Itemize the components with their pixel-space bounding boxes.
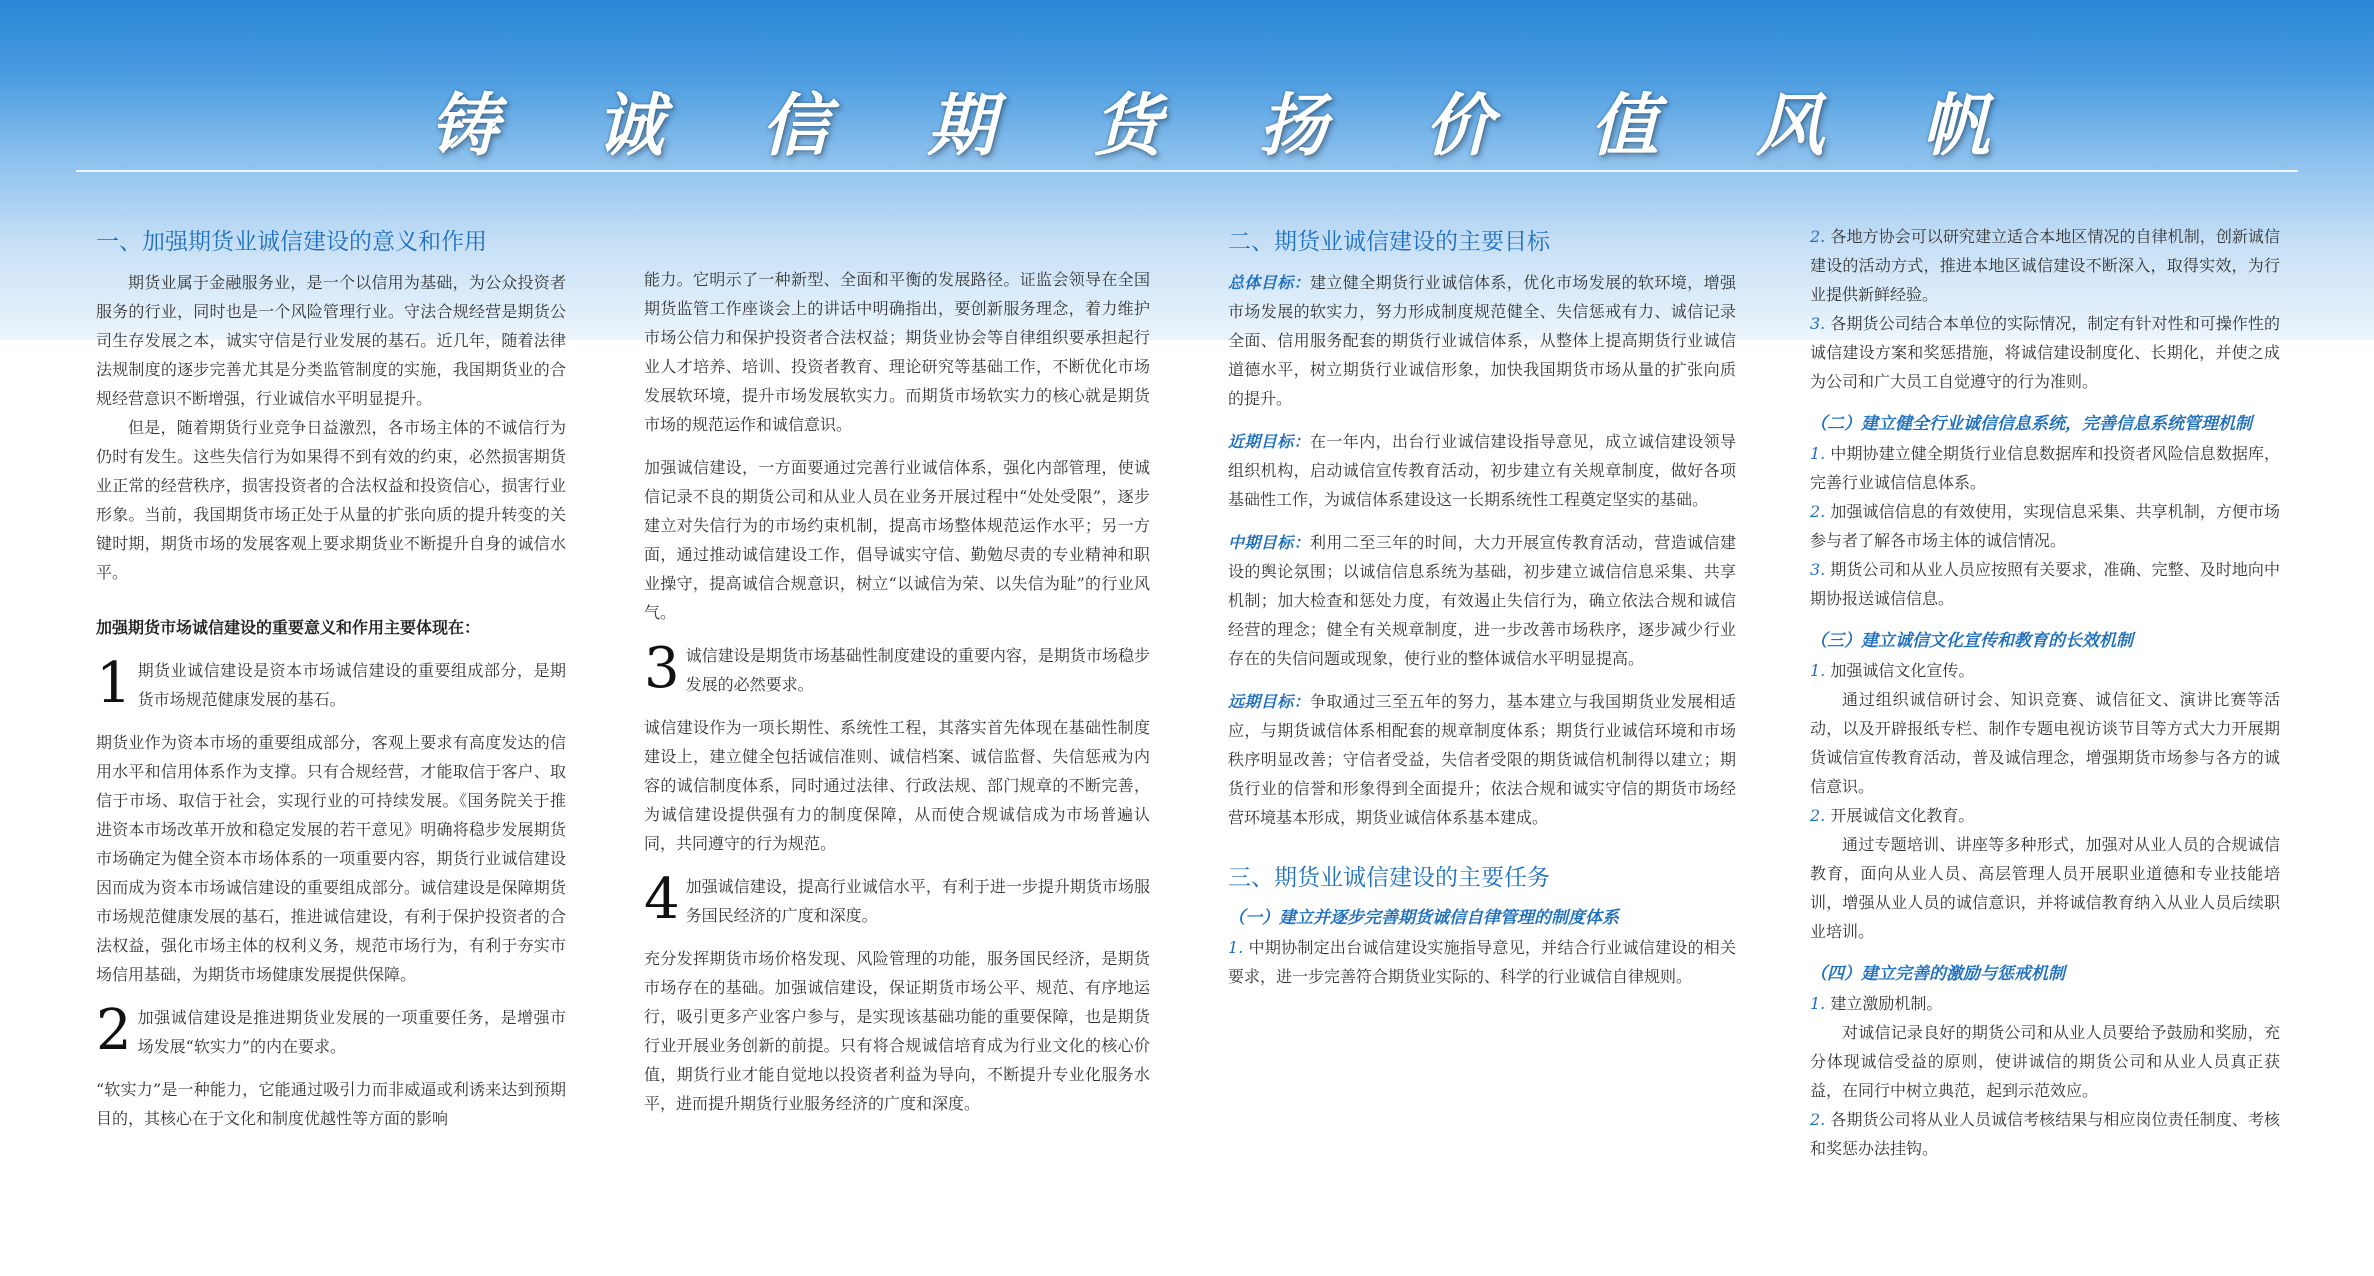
numbered-point [644,636,1150,701]
title-char: 帆 [1921,85,1990,166]
paragraph: 充分发挥期货市场价格发现、风险管理的功能，服务国民经济，是期货市场存在的基础。加强诚信建设，保证期货市场公平、规范、有序地运行，吸引更多产业客户参与，是实现该基础功能的重要保障，也是期货行业开展业务创新的前提。只有将合规诚信培育成为行业文化的核心价值，期货行业才能自觉地以投资者利益为导向，不断提升专业化服务水平，进而提升期货行业服务经济的广度和深度。 [644,949,1150,1113]
goal-paragraph [1228,427,1736,514]
title-char: 价 [1424,85,1493,166]
header-divider [76,170,2298,172]
list-item [1810,222,2280,309]
subsection-heading: （四）建立完善的激励与惩戒机制 [1810,964,2065,984]
title-char: 值 [1590,85,1659,166]
list-item [1810,1105,2280,1163]
paragraph: 能力。它明示了一种新型、全面和平衡的发展路径。证监会领导在全国期货监管工作座谈会上的讲话中明确指出，要创新服务理念，着力维护市场公信力和保护投资者合法权益；期货业协会等自律组织要承担起行业人才培养、培训、投资者教育、理论研究等基础工作，不断优化市场发展软环境，提升市场发展软实力。而期货市场软实力的核心就是期货市场的规范运作和诚信意识。 [644,270,1150,434]
paragraph: 期货业作为资本市场的重要组成部分，客观上要求有高度发达的信用水平和信用体系作为支撑。只有合规经营，才能取信于客户、取信于市场、取信于社会，实现行业的可持续发展。《国务院关于推进资本市场改革开放和稳定发展的若干意见》明确将稳步发展期货市场确定为健全资本市场体系的一项重要内容，期货行业诚信建设因而成为资本市场诚信建设的重要组成部分。诚信建设是保障期货市场规范健康发展的基石，推进诚信建设，有利于保护投资者的合法权益，强化市场主体的权利义务，规范市场行为，有利于夯实市场信用基础，为期货市场健康发展提供保障。 [96,733,566,984]
item-text: 各期货公司将从业人员诚信考核结果与相应岗位责任制度、考核和奖惩办法挂钩。 [1810,1110,2280,1158]
item-text: 建立激励机制。 [1830,994,1943,1013]
list-item [1810,497,2280,555]
goal-label: 远期目标： [1228,692,1310,711]
list-item [1810,439,2280,497]
paragraph: “软实力”是一种能力，它能通过吸引力而非威逼或利诱来达到预期目的，其核心在于文化和制度优越性等方面的影响 [96,1080,566,1128]
goal-paragraph [1228,268,1736,413]
item-number: 2. [1810,806,1826,825]
title-char: 诚 [595,85,664,166]
dropcap-number: 1 [96,651,132,716]
goal-text: 在一年内，出台行业诚信建设指导意见，成立诚信建设领导组织机构，启动诚信宣传教育活动，初步建立有关规章制度，做好各项基础性工作，为诚信体系建设这一长期系统性工程奠定坚实的基础。 [1228,432,1736,509]
column-3 [1228,222,1736,991]
paragraph: 加强诚信建设，一方面要通过完善行业诚信体系，强化内部管理，使诚信记录不良的期货公司和从业人员在业务开展过程中“处处受限”，逐步建立对失信行为的市场约束机制，提高市场整体规范运作水平；另一方面，通过推动诚信建设工作，倡导诚实守信、勤勉尽责的专业精神和职业操守，提高诚信合规意识，树立“以诚信为荣、以失信为耻”的行业风气。 [644,458,1150,622]
numbered-point [96,651,566,716]
item-text: 中期协建立健全期货行业信息数据库和投资者风险信息数据库，完善行业诚信信息体系。 [1810,444,2280,492]
item-number: 3. [1810,314,1826,333]
goal-label: 总体目标： [1228,273,1310,292]
point-text: 加强诚信建设是推进期货业发展的一项重要任务，是增强市场发展“软实力”的内在要求。 [137,1008,566,1056]
subsection-heading: （二）建立健全行业诚信信息系统，完善信息系统管理机制 [1810,414,2252,434]
paragraph: 对诚信记录良好的期货公司和从业人员要给予鼓励和奖励，充分体现诚信受益的原则，使讲诚信的期货公司和从业人员真正获益，在同行中树立典范，起到示范效应。 [1810,1023,2280,1100]
item-number: 1. [1810,994,1826,1013]
column-1 [96,222,566,1133]
dropcap-number: 3 [644,636,680,701]
point-text: 期货业诚信建设是资本市场诚信建设的重要组成部分，是期货市场规范健康发展的基石。 [137,661,566,709]
column-2 [644,265,1150,1118]
item-number: 3. [1810,560,1826,579]
list-item [1810,555,2280,613]
lead-sentence: 加强期货市场诚信建设的重要意义和作用主要体现在： [96,618,481,637]
dropcap-number: 2 [96,998,132,1063]
point-text: 加强诚信建设，提高行业诚信水平，有利于进一步提升期货市场服务国民经济的广度和深度。 [685,877,1150,925]
section-heading: 一、加强期货业诚信建设的意义和作用 [96,229,487,255]
item-text: 各地方协会可以研究建立适合本地区情况的自律机制，创新诚信建设的活动方式，推进本地区诚信建设不断深入，取得实效，为行业提供新鲜经验。 [1810,227,2280,304]
goal-paragraph [1228,687,1736,832]
goal-paragraph [1228,528,1736,673]
item-text: 中期协制定出台诚信建设实施指导意见，并结合行业诚信建设的相关要求，进一步完善符合期货业实际的、科学的行业诚信自律规则。 [1228,938,1736,986]
subsection-heading: （一）建立并逐步完善期货诚信自律管理的制度体系 [1228,908,1619,928]
column-4 [1810,222,2280,1163]
title-char: 扬 [1258,85,1327,166]
numbered-point [644,867,1150,932]
item-text: 加强诚信文化宣传。 [1830,661,1975,680]
item-number: 1. [1810,444,1826,463]
list-item [1810,989,2280,1018]
item-number: 2. [1810,1110,1826,1129]
item-text: 开展诚信文化教育。 [1830,806,1975,825]
item-number: 1. [1228,938,1244,957]
item-text: 加强诚信信息的有效使用，实现信息采集、共享机制，方便市场参与者了解各市场主体的诚信情况。 [1810,502,2280,550]
title-char: 货 [1093,85,1162,166]
goal-label: 中期目标： [1228,533,1310,552]
paragraph: 但是，随着期货行业竞争日益激烈，各市场主体的不诚信行为仍时有发生。这些失信行为如果得不到有效的约束，必然损害期货业正常的经营秩序，损害投资者的合法权益和投资信心，损害行业形象。当前，我国期货市场正处于从量的扩张向质的提升转变的关键时期，期货市场的发展客观上要求期货业不断提升自身的诚信水平。 [96,418,566,582]
section-heading: 三、期货业诚信建设的主要任务 [1228,865,1550,891]
title-char: 期 [927,85,996,166]
list-item [1228,933,1736,991]
section-heading: 二、期货业诚信建设的主要目标 [1228,229,1550,255]
title-char: 信 [761,85,830,166]
subsection-heading: （三）建立诚信文化宣传和教育的长效机制 [1810,631,2133,651]
goal-text: 建立健全期货行业诚信体系，优化市场发展的软环境，增强市场发展的软实力，努力形成制度规范健全、失信惩戒有力、诚信记录全面、信用服务配套的期货行业诚信体系，从整体上提高期货行业诚信道德水平，树立期货行业诚信形象，加快我国期货市场从量的扩张向质的提升。 [1228,273,1736,408]
paragraph: 期货业属于金融服务业，是一个以信用为基础，为公众投资者服务的行业，同时也是一个风险管理行业。守法合规经营是期货公司生存发展之本，诚实守信是行业发展的基石。近几年，随着法律法规制度的逐步完善尤其是分类监管制度的实施，我国期货业的合规经营意识不断增强，行业诚信水平明显提升。 [96,273,566,408]
numbered-point [96,998,566,1063]
point-text: 诚信建设是期货市场基础性制度建设的重要内容，是期货市场稳步发展的必然要求。 [685,646,1150,694]
item-text: 期货公司和从业人员应按照有关要求，准确、完整、及时地向中期协报送诚信信息。 [1810,560,2280,608]
item-text: 各期货公司结合本单位的实际情况，制定有针对性和可操作性的诚信建设方案和奖惩措施，将诚信建设制度化、长期化，并使之成为公司和广大员工自觉遵守的行为准则。 [1810,314,2280,391]
title-char: 风 [1756,85,1825,166]
item-number: 1. [1810,661,1826,680]
list-item [1810,801,2280,830]
dropcap-number: 4 [644,867,680,932]
paragraph: 通过专题培训、讲座等多种形式，加强对从业人员的合规诚信教育，面向从业人员、高层管理人员开展职业道德和专业技能培训，增强从业人员的诚信意识，并将诚信教育纳入从业人员后续职业培训。 [1810,835,2280,941]
goal-text: 利用二至三年的时间，大力开展宣传教育活动，营造诚信建设的舆论氛围；以诚信信息系统为基础，初步建立诚信信息采集、共享机制；加大检查和惩处力度，有效遏止失信行为，确立依法合规和诚信经营的理念；健全有关规章制度，进一步改善市场秩序，逐步减少行业存在的失信问题或现象，使行业的整体诚信水平明显提高。 [1228,533,1736,668]
goal-label: 近期目标： [1228,432,1310,451]
title-char: 铸 [430,85,499,166]
list-item [1810,656,2280,685]
paragraph: 通过组织诚信研讨会、知识竞赛、诚信征文、演讲比赛等活动，以及开辟报纸专栏、制作专题电视访谈节目等方式大力开展期货诚信宣传教育活动，普及诚信理念，增强期货市场参与各方的诚信意识。 [1810,690,2280,796]
page-title [430,70,1990,170]
item-number: 2. [1810,227,1826,246]
goal-text: 争取通过三至五年的努力，基本建立与我国期货业发展相适应，与期货诚信体系相配套的规章制度体系；期货行业诚信环境和市场秩序明显改善；守信者受益，失信者受限的期货诚信机制得以建立；期货行业的信誉和形象得到全面提升；依法合规和诚实守信的期货市场经营环境基本形成，期货业诚信体系基本建成。 [1228,692,1736,827]
item-number: 2. [1810,502,1826,521]
list-item [1810,309,2280,396]
paragraph: 诚信建设作为一项长期性、系统性工程，其落实首先体现在基础性制度建设上，建立健全包括诚信准则、诚信档案、诚信监督、失信惩戒为内容的诚信制度体系，同时通过法律、行政法规、部门规章的不断完善，为诚信建设提供强有力的制度保障，从而使合规诚信成为市场普遍认同，共同遵守的行为规范。 [644,718,1150,853]
